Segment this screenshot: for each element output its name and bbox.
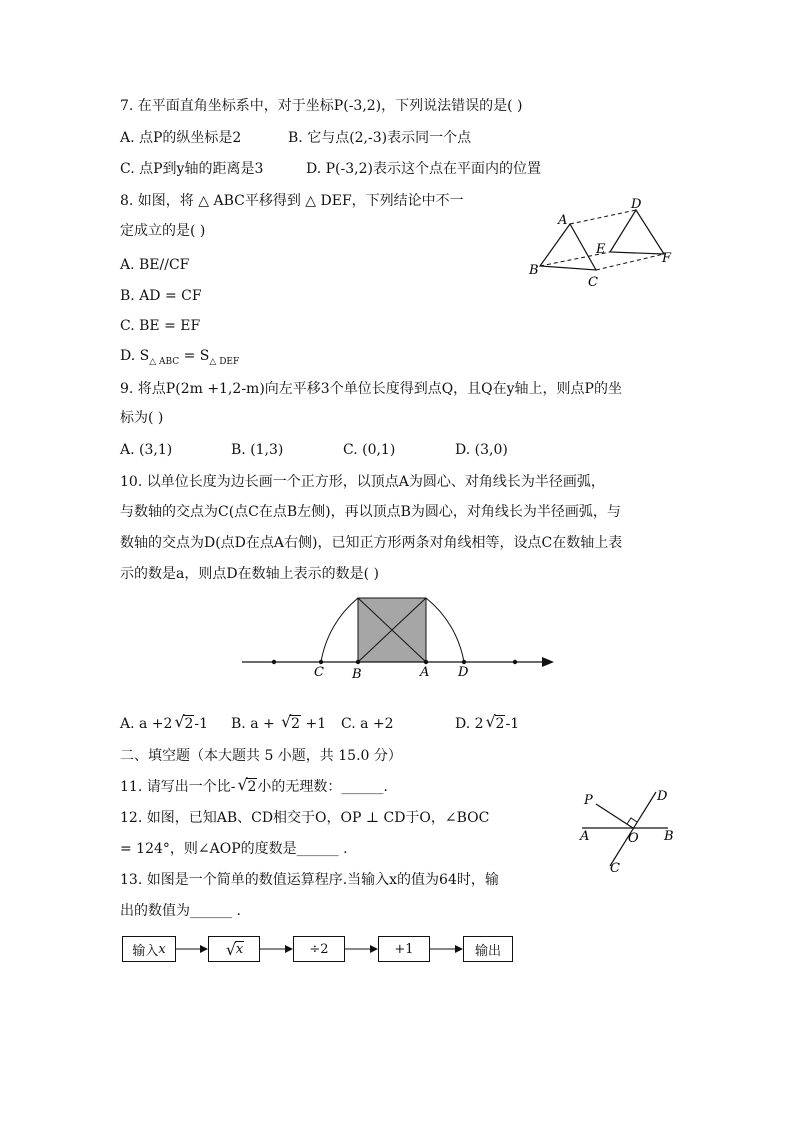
q10-option-a-pre: A. a +2: [120, 716, 173, 732]
q10-option-b: [231, 714, 326, 734]
label-a: A: [580, 829, 590, 844]
sqrt-symbol: [237, 777, 257, 797]
q9-option-c: C. (0,1): [343, 442, 396, 458]
label-a: A: [420, 665, 430, 680]
label-d: D: [657, 789, 668, 804]
q9-option-b: B. (1,3): [231, 442, 284, 458]
dot-2: [513, 660, 517, 664]
sqrt-symbol: [174, 714, 194, 734]
radical-sign-icon: √: [485, 712, 496, 731]
q8-option-d-mid: = S: [179, 348, 210, 364]
label-b: B: [529, 263, 539, 278]
dot-a: [424, 660, 428, 664]
q8-stem-line1: 8. 如图，将 △ ABC平移得到 △ DEF，下列结论中不一: [120, 193, 464, 209]
q10-option-b-post: +1: [305, 716, 327, 732]
label-b: B: [352, 667, 362, 682]
q8-stem-line2: 定成立的是( ): [120, 223, 206, 239]
q10-stem-line1: 10. 以单位长度为边长画一个正方形，以顶点A为圆心、对角线长为半径画弧，: [120, 474, 605, 490]
q8-option-b: B. AD = CF: [120, 288, 202, 304]
q8-figure-translation: [526, 196, 686, 292]
label-p: P: [584, 793, 593, 808]
label-c: C: [610, 861, 620, 876]
arc-right: [426, 598, 464, 662]
sqrt-symbol: [486, 714, 506, 734]
right-angle-mark: [627, 818, 637, 824]
dashed-cf: [596, 254, 664, 270]
arrow-1-icon: [176, 945, 208, 953]
arrow-2-icon: [260, 945, 293, 953]
label-f: F: [662, 251, 672, 266]
q11-pre: 11. 请写出一个比-: [120, 779, 236, 795]
q7-stem: 7. 在平面直角坐标系中，对于坐标P(-3,2)，下列说法错误的是( ): [120, 98, 523, 114]
dot-1: [272, 660, 276, 664]
q8-option-d-prefix: D. S: [120, 348, 150, 364]
q8-option-a: A. BE//CF: [120, 257, 190, 273]
label-c: C: [314, 665, 324, 680]
q10-stem-line4: 示的数是a，则点D在数轴上表示的数是( ): [120, 566, 379, 582]
q8-option-d: [120, 346, 239, 372]
q10-figure-number-line: [238, 594, 568, 684]
arc-left: [321, 598, 358, 662]
arrow-4-icon: [430, 945, 463, 953]
q7-option-b: B. 它与点(2,-3)表示同一个点: [288, 130, 472, 146]
q10-option-b-pre: B. a +: [231, 716, 275, 732]
dot-c: [319, 660, 323, 664]
q11-stem: [120, 777, 388, 797]
q10-option-a-post: -1: [194, 716, 209, 732]
radicand: 2: [184, 716, 194, 732]
label-o: O: [628, 831, 639, 846]
label-a: A: [558, 213, 568, 228]
label-d: D: [458, 665, 469, 680]
q7-option-c: C. 点P到y轴的距离是3: [120, 161, 264, 177]
flow-box-input-label: 输入: [132, 943, 159, 959]
dot-b: [356, 660, 360, 664]
q12-figure-intersecting-lines: [576, 786, 686, 876]
q10-option-c: C. a +2: [341, 716, 394, 732]
section-2-heading: 二、填空题（本大题共 5 小题，共 15.0 分）: [120, 748, 402, 764]
q12-stem-line2: = 124°，则∠AOP的度数是______ .: [120, 841, 348, 857]
line-cd: [610, 792, 656, 866]
triangle-def: [610, 210, 664, 254]
radical-sign-icon: √: [237, 775, 248, 794]
radicand: 2: [495, 716, 505, 732]
q12-stem-line1: 12. 如图，已知AB、CD相交于O，OP ⊥ CD于O，∠BOC: [120, 810, 490, 826]
dot-d: [462, 660, 466, 664]
flow-box-output: 输出: [463, 936, 513, 962]
flow-box-input-var: x: [158, 941, 166, 957]
radical-sign-icon: √: [174, 712, 185, 731]
sqrt-symbol: [281, 714, 301, 734]
axis-arrow-icon: [542, 657, 554, 667]
triangle-abc: [540, 224, 596, 270]
q8-option-d-sub2: △ DEF: [209, 356, 240, 367]
line-op: [596, 804, 633, 828]
flow-box-divide: ÷2: [293, 936, 345, 962]
radicand: x: [235, 941, 244, 957]
q7-option-a: A. 点P的纵坐标是2: [120, 130, 242, 146]
label-b: B: [664, 829, 674, 844]
radical-sign-icon: √: [281, 712, 292, 731]
dashed-ad: [570, 210, 636, 224]
q10-option-d-pre: D. 2: [455, 716, 484, 732]
flow-box-plus: +1: [378, 936, 430, 962]
q13-stem-line2: 出的数值为______ .: [120, 903, 241, 919]
q8-option-c: C. BE = EF: [120, 318, 201, 334]
q9-option-d: D. (3,0): [455, 442, 508, 458]
radical-sign-icon: √: [225, 939, 237, 959]
q7-option-d: D. P(-3,2)表示这个点在平面内的位置: [306, 161, 541, 177]
q11-post: 小的无理数：______.: [257, 779, 388, 795]
q10-option-a: [120, 714, 208, 734]
radicand: 2: [291, 716, 301, 732]
label-c: C: [588, 275, 598, 290]
q8-option-d-sub1: △ ABC: [149, 356, 180, 367]
label-e: E: [596, 242, 606, 257]
label-d: D: [631, 197, 642, 212]
arrow-3-icon: [345, 945, 378, 953]
q13-stem-line1: 13. 如图是一个简单的数值运算程序.当输入x的值为64时，输: [120, 872, 499, 888]
q9-option-a: A. (3,1): [120, 442, 173, 458]
q10-stem-line2: 与数轴的交点为C(点C在点B左侧)，再以顶点B为圆心，对角线长为半径画弧，与: [120, 504, 621, 520]
q10-option-d: [455, 714, 519, 734]
q9-stem-line1: 9. 将点P(2m +1,2-m)向左平移3个单位长度得到点Q，且Q在y轴上，则点P的坐: [120, 381, 622, 397]
q10-stem-line3: 数轴的交点为D(点D在点A右侧)，已知正方形两条对角线相等，设点C在数轴上表: [120, 535, 623, 551]
q10-option-d-post: -1: [505, 716, 520, 732]
radicand: 2: [247, 779, 257, 795]
flow-arrows: [0, 935, 794, 965]
q9-stem-line2: 标为( ): [120, 410, 164, 426]
